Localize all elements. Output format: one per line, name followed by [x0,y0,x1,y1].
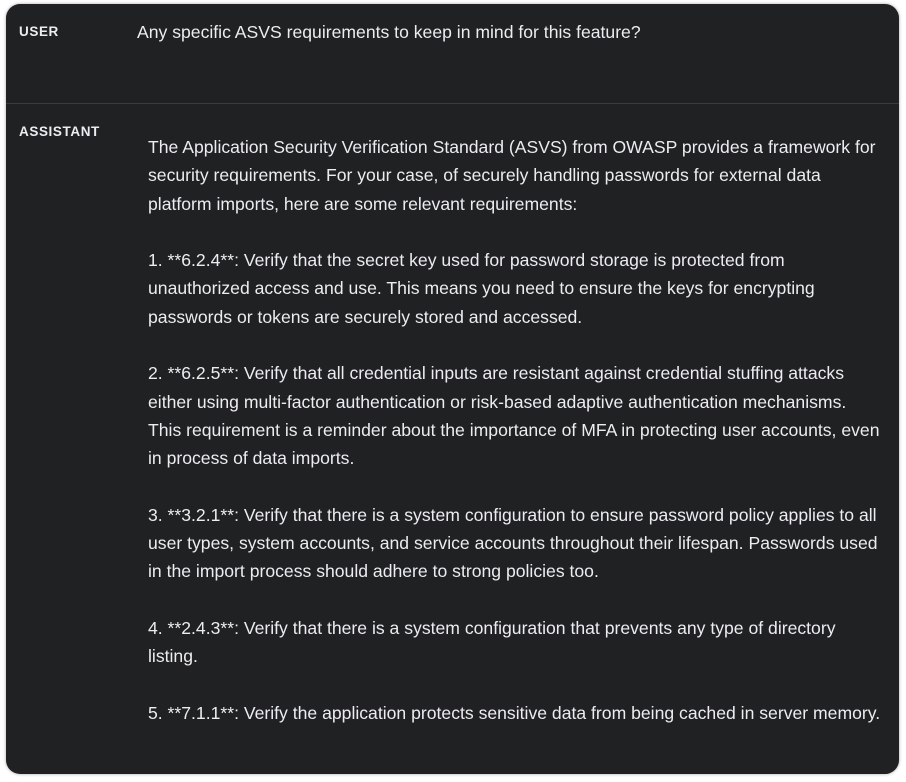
user-role-label: USER [19,24,59,39]
assistant-paragraph-item-1: 1. **6.2.4**: Verify that the secret key used for password storage is protected from unauthorized access and use. This means you need to ensure the keys for encrypting passwords or tokens are securely stored and accessed. [148,250,820,327]
user-message-row [6,4,899,104]
assistant-message-body [148,104,883,756]
assistant-paragraph-item-4: 4. **2.4.3**: Verify that there is a system configuration that prevents any type of directory listing. [148,618,841,667]
assistant-paragraph-intro: The Application Security Verification Standard (ASVS) from OWASP provides a framework for security requirements. For your case, of securely handling passwords for external data platform imports, here are some relevant requirements: [148,137,881,214]
assistant-paragraph-item-5: 5. **7.1.1**: Verify the application protects sensitive data from being cached in server memory. [148,702,881,723]
assistant-message-row [6,104,899,774]
assistant-role-label: ASSISTANT [19,124,100,139]
assistant-paragraph-item-2: 2. **6.2.5**: Verify that all credential inputs are resistant against credential stuffing attacks either using multi-factor authentication or risk-based adaptive authentication mechanisms. This requirement is a reminder about the importance of MFA in protecting user accounts, even in process of data imports. [148,363,885,469]
user-message-text: Any specific ASVS requirements to keep in mind for this feature? [137,22,641,42]
assistant-paragraph-item-3: 3. **3.2.1**: Verify that there is a system configuration to ensure password policy applies to all user types, system accounts, and service accounts throughout their lifespan. Passwords used in the import process should adhere to strong policies too. [148,504,883,582]
conversation-panel [6,4,899,774]
